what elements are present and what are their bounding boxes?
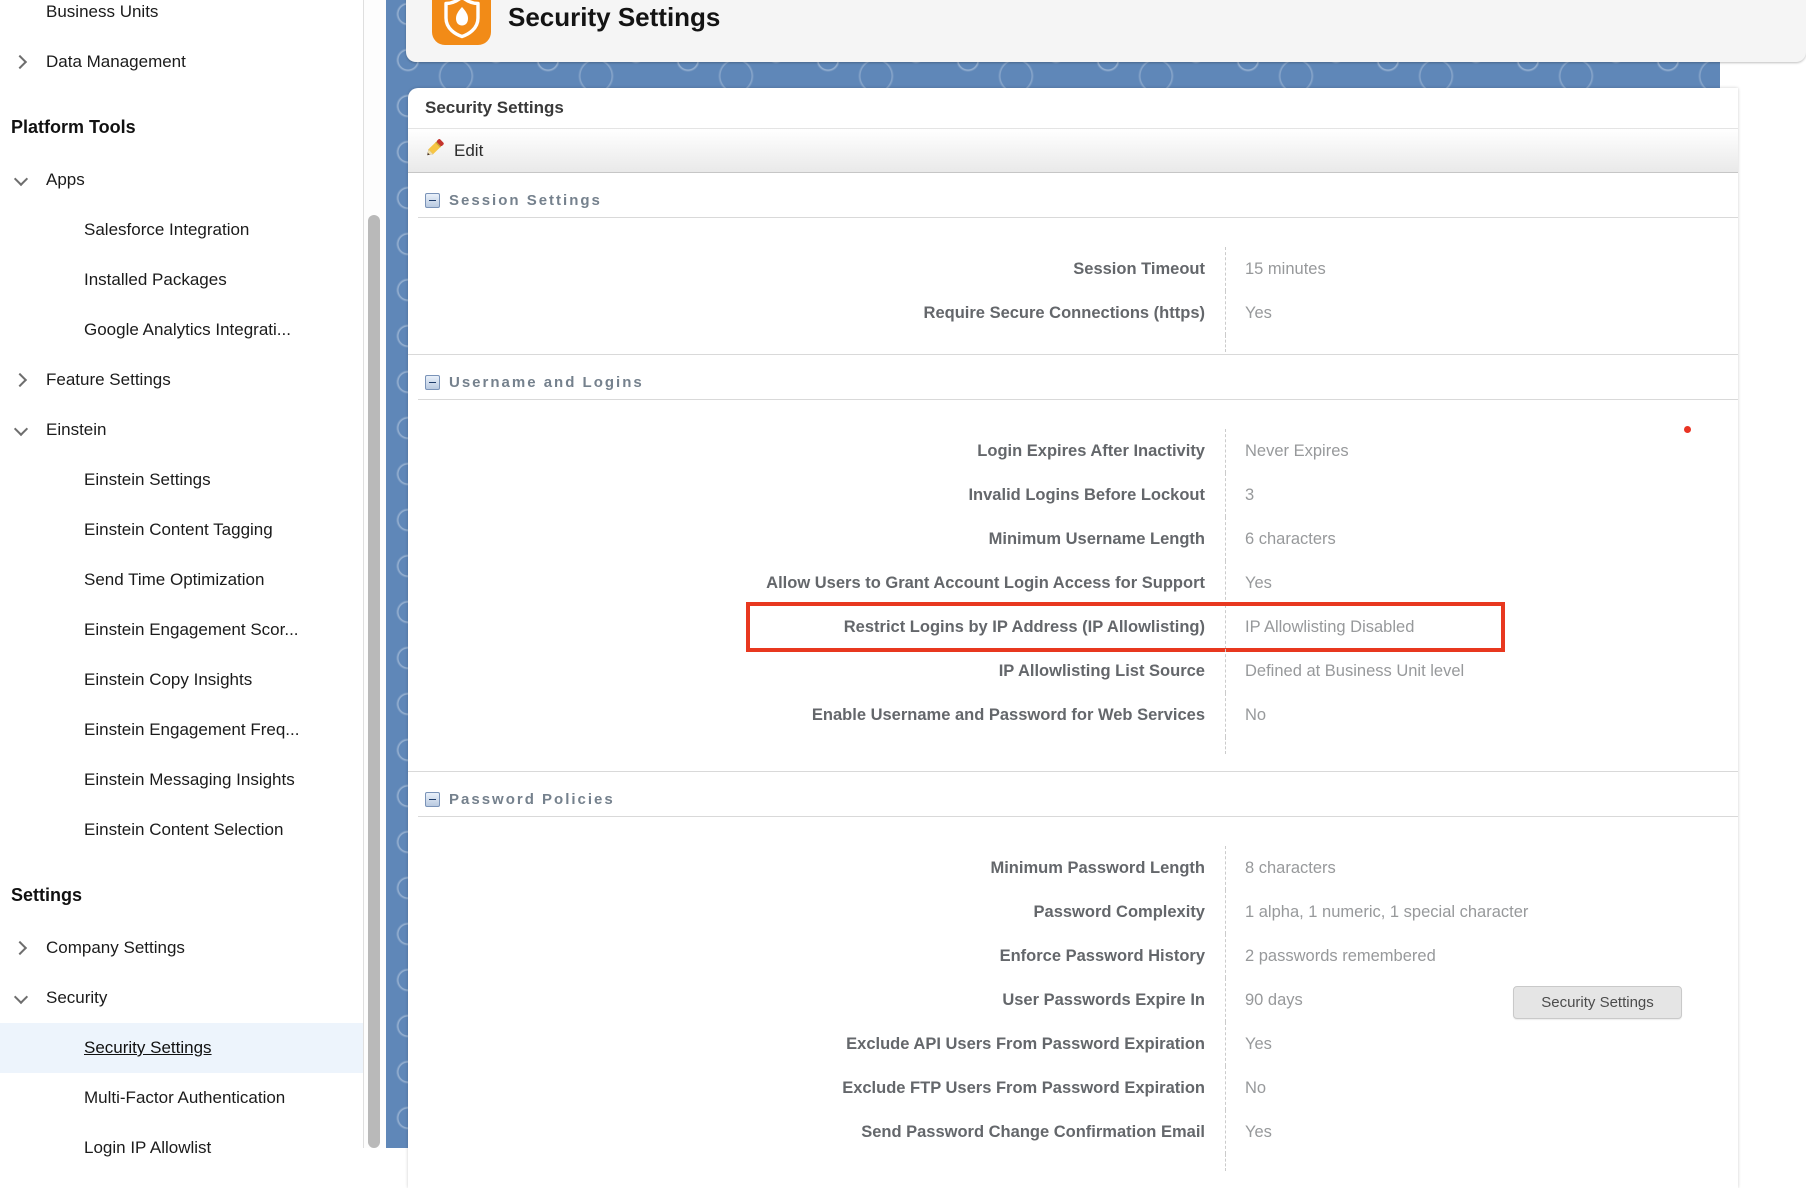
setting-value: 2 passwords remembered xyxy=(1225,934,1436,978)
sidebar-item-einstein-engagement-scor[interactable] xyxy=(0,605,363,655)
setting-value: 8 characters xyxy=(1225,846,1336,890)
setting-row-minimum-username-length xyxy=(408,517,1738,561)
sidebar-item-multi-factor-authentication[interactable] xyxy=(0,1073,363,1123)
section-title: Password Policies xyxy=(449,790,615,808)
settings-sections xyxy=(408,189,1738,1171)
setting-row-allow-users-to-grant-account-login-access-for-support xyxy=(408,561,1738,605)
collapse-minus-icon[interactable] xyxy=(425,792,440,807)
sidebar-item-label: Apps xyxy=(46,170,85,189)
sidebar-item-label: Salesforce Integration xyxy=(84,220,250,239)
setting-label: Exclude FTP Users From Password Expiration xyxy=(842,1078,1205,1097)
security-settings-panel xyxy=(408,88,1738,1188)
setting-row-invalid-logins-before-lockout xyxy=(408,473,1738,517)
sidebar-item-apps[interactable] xyxy=(0,155,363,205)
sidebar-item-einstein-messaging-insights[interactable] xyxy=(0,755,363,805)
sidebar-item-google-analytics-integrati[interactable] xyxy=(0,305,363,355)
setting-label: User Passwords Expire In xyxy=(1002,990,1205,1009)
setting-label: Minimum Password Length xyxy=(990,858,1205,877)
setting-value: No xyxy=(1225,693,1266,737)
sidebar-item-einstein-settings[interactable] xyxy=(0,455,363,505)
setting-row-enforce-password-history xyxy=(408,934,1738,978)
section-header xyxy=(425,371,1738,393)
sidebar-item-salesforce-integration[interactable] xyxy=(0,205,363,255)
sidebar-scrollbar-thumb[interactable] xyxy=(368,215,380,1148)
sidebar-item-label: Installed Packages xyxy=(84,270,227,289)
setting-value: No xyxy=(1225,1066,1266,1110)
sidebar-item-einstein-content-selection[interactable] xyxy=(0,805,363,855)
section-header xyxy=(425,189,1738,211)
breadcrumb-setup xyxy=(508,0,547,1)
sidebar-item-security-settings[interactable] xyxy=(0,1023,363,1073)
sidebar-item-feature-settings[interactable] xyxy=(0,355,363,405)
sidebar-item-label: Security xyxy=(46,988,108,1007)
setting-row-minimum-password-length xyxy=(408,846,1738,890)
setting-label: IP Allowlisting List Source xyxy=(998,661,1205,680)
chevron-down-icon[interactable] xyxy=(13,422,29,438)
setting-value: 90 days xyxy=(1225,978,1303,1022)
sidebar-item-einstein-copy-insights[interactable] xyxy=(0,655,363,705)
section-session-settings xyxy=(408,189,1738,352)
setting-value: Yes xyxy=(1225,1022,1272,1066)
shield-icon xyxy=(432,0,491,45)
setting-label: Exclude API Users From Password Expiration xyxy=(846,1034,1205,1053)
setting-value: Never Expires xyxy=(1225,429,1349,473)
setting-label: Minimum Username Length xyxy=(988,529,1205,548)
sidebar-item-label: Multi-Factor Authentication xyxy=(84,1088,286,1107)
red-annotation-dot xyxy=(1684,426,1691,433)
chevron-right-icon[interactable] xyxy=(13,54,29,70)
sidebar-item-label: Einstein Messaging Insights xyxy=(84,770,295,789)
setting-label: Enable Username and Password for Web Services xyxy=(811,705,1205,724)
setting-label: Allow Users to Grant Account Login Access for Support xyxy=(766,573,1205,592)
sidebar-item-business-units[interactable] xyxy=(0,0,363,37)
setting-label: Login Expires After Inactivity xyxy=(977,441,1205,460)
sidebar-nav xyxy=(0,0,363,1173)
sidebar-item-label: Feature Settings xyxy=(46,370,171,389)
section-rows xyxy=(408,218,1738,352)
setting-label: Session Timeout xyxy=(1073,259,1205,278)
setting-row-ip-allowlisting-list-source xyxy=(408,649,1738,693)
section-rows xyxy=(408,400,1738,754)
security-settings-tooltip: Security Settings xyxy=(1513,986,1682,1019)
sidebar-item-label: Einstein Copy Insights xyxy=(84,670,253,689)
sidebar-item-login-ip-allowlist[interactable] xyxy=(0,1123,363,1173)
setting-label: Send Password Change Confirmation Email xyxy=(861,1122,1205,1141)
sidebar-item-label: Einstein Content Selection xyxy=(84,820,284,839)
chevron-right-icon[interactable] xyxy=(13,372,29,388)
setting-row-exclude-api-users-from-password-expiration xyxy=(408,1022,1738,1066)
sidebar-item-label: Google Analytics Integrati... xyxy=(84,320,291,339)
sidebar-item-label: Security Settings xyxy=(84,1038,212,1057)
setting-row-password-complexity xyxy=(408,890,1738,934)
setting-row-send-password-change-confirmation-email xyxy=(408,1110,1738,1154)
edit-button[interactable] xyxy=(408,129,1738,173)
page-title: Security Settings xyxy=(508,2,721,32)
setting-value: 3 xyxy=(1225,473,1254,517)
setting-value: Defined at Business Unit level xyxy=(1225,649,1464,693)
setting-row-session-timeout xyxy=(408,247,1738,291)
sidebar-heading-platform-tools: Platform Tools xyxy=(11,116,136,137)
sidebar-item-label: Einstein Engagement Freq... xyxy=(84,720,300,739)
setting-row-enable-username-and-password-for-web-services xyxy=(408,693,1738,737)
setting-row-login-expires-after-inactivity xyxy=(408,429,1738,473)
sidebar-item-label: Send Time Optimization xyxy=(84,570,265,589)
page-header xyxy=(406,0,1806,62)
section-username-and-logins xyxy=(408,354,1738,754)
sidebar-item-einstein-content-tagging[interactable] xyxy=(0,505,363,555)
setting-label: Require Secure Connections (https) xyxy=(923,303,1205,322)
sidebar-item-company-settings[interactable] xyxy=(0,923,363,973)
sidebar-item-security[interactable] xyxy=(0,973,363,1023)
pencil-icon xyxy=(425,138,446,164)
setting-value: 6 characters xyxy=(1225,517,1336,561)
setting-value: 15 minutes xyxy=(1225,247,1326,291)
setting-row-restrict-logins-by-ip-address-ip-allowlisting xyxy=(408,605,1738,649)
setting-label: Invalid Logins Before Lockout xyxy=(968,485,1205,504)
sidebar-item-einstein[interactable] xyxy=(0,405,363,455)
setting-value: 1 alpha, 1 numeric, 1 special character xyxy=(1225,890,1528,934)
setting-label: Enforce Password History xyxy=(999,946,1205,965)
chevron-right-icon[interactable] xyxy=(13,940,29,956)
setting-value: Yes xyxy=(1225,561,1272,605)
edit-button-label: Edit xyxy=(454,140,484,160)
chevron-down-icon[interactable] xyxy=(13,172,29,188)
section-header xyxy=(425,788,1738,810)
setting-label: Restrict Logins by IP Address (IP Allowlisting) xyxy=(843,617,1205,636)
sidebar-item-label: Einstein Settings xyxy=(84,470,211,489)
sidebar-item-installed-packages[interactable] xyxy=(0,255,363,305)
sidebar-item-label: Company Settings xyxy=(46,938,185,957)
collapse-minus-icon[interactable] xyxy=(425,193,440,208)
setting-row-require-secure-connections-https xyxy=(408,291,1738,335)
sidebar-item-label: Data Management xyxy=(46,52,186,71)
section-title: Username and Logins xyxy=(449,373,644,391)
chevron-down-icon[interactable] xyxy=(13,990,29,1006)
sidebar-item-label: Einstein Engagement Scor... xyxy=(84,620,299,639)
sidebar-item-data-management[interactable] xyxy=(0,37,363,87)
sidebar-item-label: Einstein xyxy=(46,420,107,439)
collapse-minus-icon[interactable] xyxy=(425,375,440,390)
sidebar-heading-settings: Settings xyxy=(11,884,83,905)
setting-value: Yes xyxy=(1225,1110,1272,1154)
sidebar-item-label: Login IP Allowlist xyxy=(84,1138,212,1157)
setting-value: IP Allowlisting Disabled xyxy=(1225,605,1414,649)
setting-row-exclude-ftp-users-from-password-expiration xyxy=(408,1066,1738,1110)
sidebar-item-einstein-engagement-freq[interactable] xyxy=(0,705,363,755)
sidebar-item-label: Einstein Content Tagging xyxy=(84,520,273,539)
setting-label: Password Complexity xyxy=(1033,902,1205,921)
section-title: Session Settings xyxy=(449,191,602,209)
setup-sidebar xyxy=(0,0,364,1157)
sidebar-item-send-time-optimization[interactable] xyxy=(0,555,363,605)
section-password-policies xyxy=(408,771,1738,1171)
panel-title: Security Settings xyxy=(408,88,1738,129)
sidebar-scrollbar-track xyxy=(364,0,386,1148)
sidebar-item-label: Business Units xyxy=(46,2,159,21)
setting-value: Yes xyxy=(1225,291,1272,335)
